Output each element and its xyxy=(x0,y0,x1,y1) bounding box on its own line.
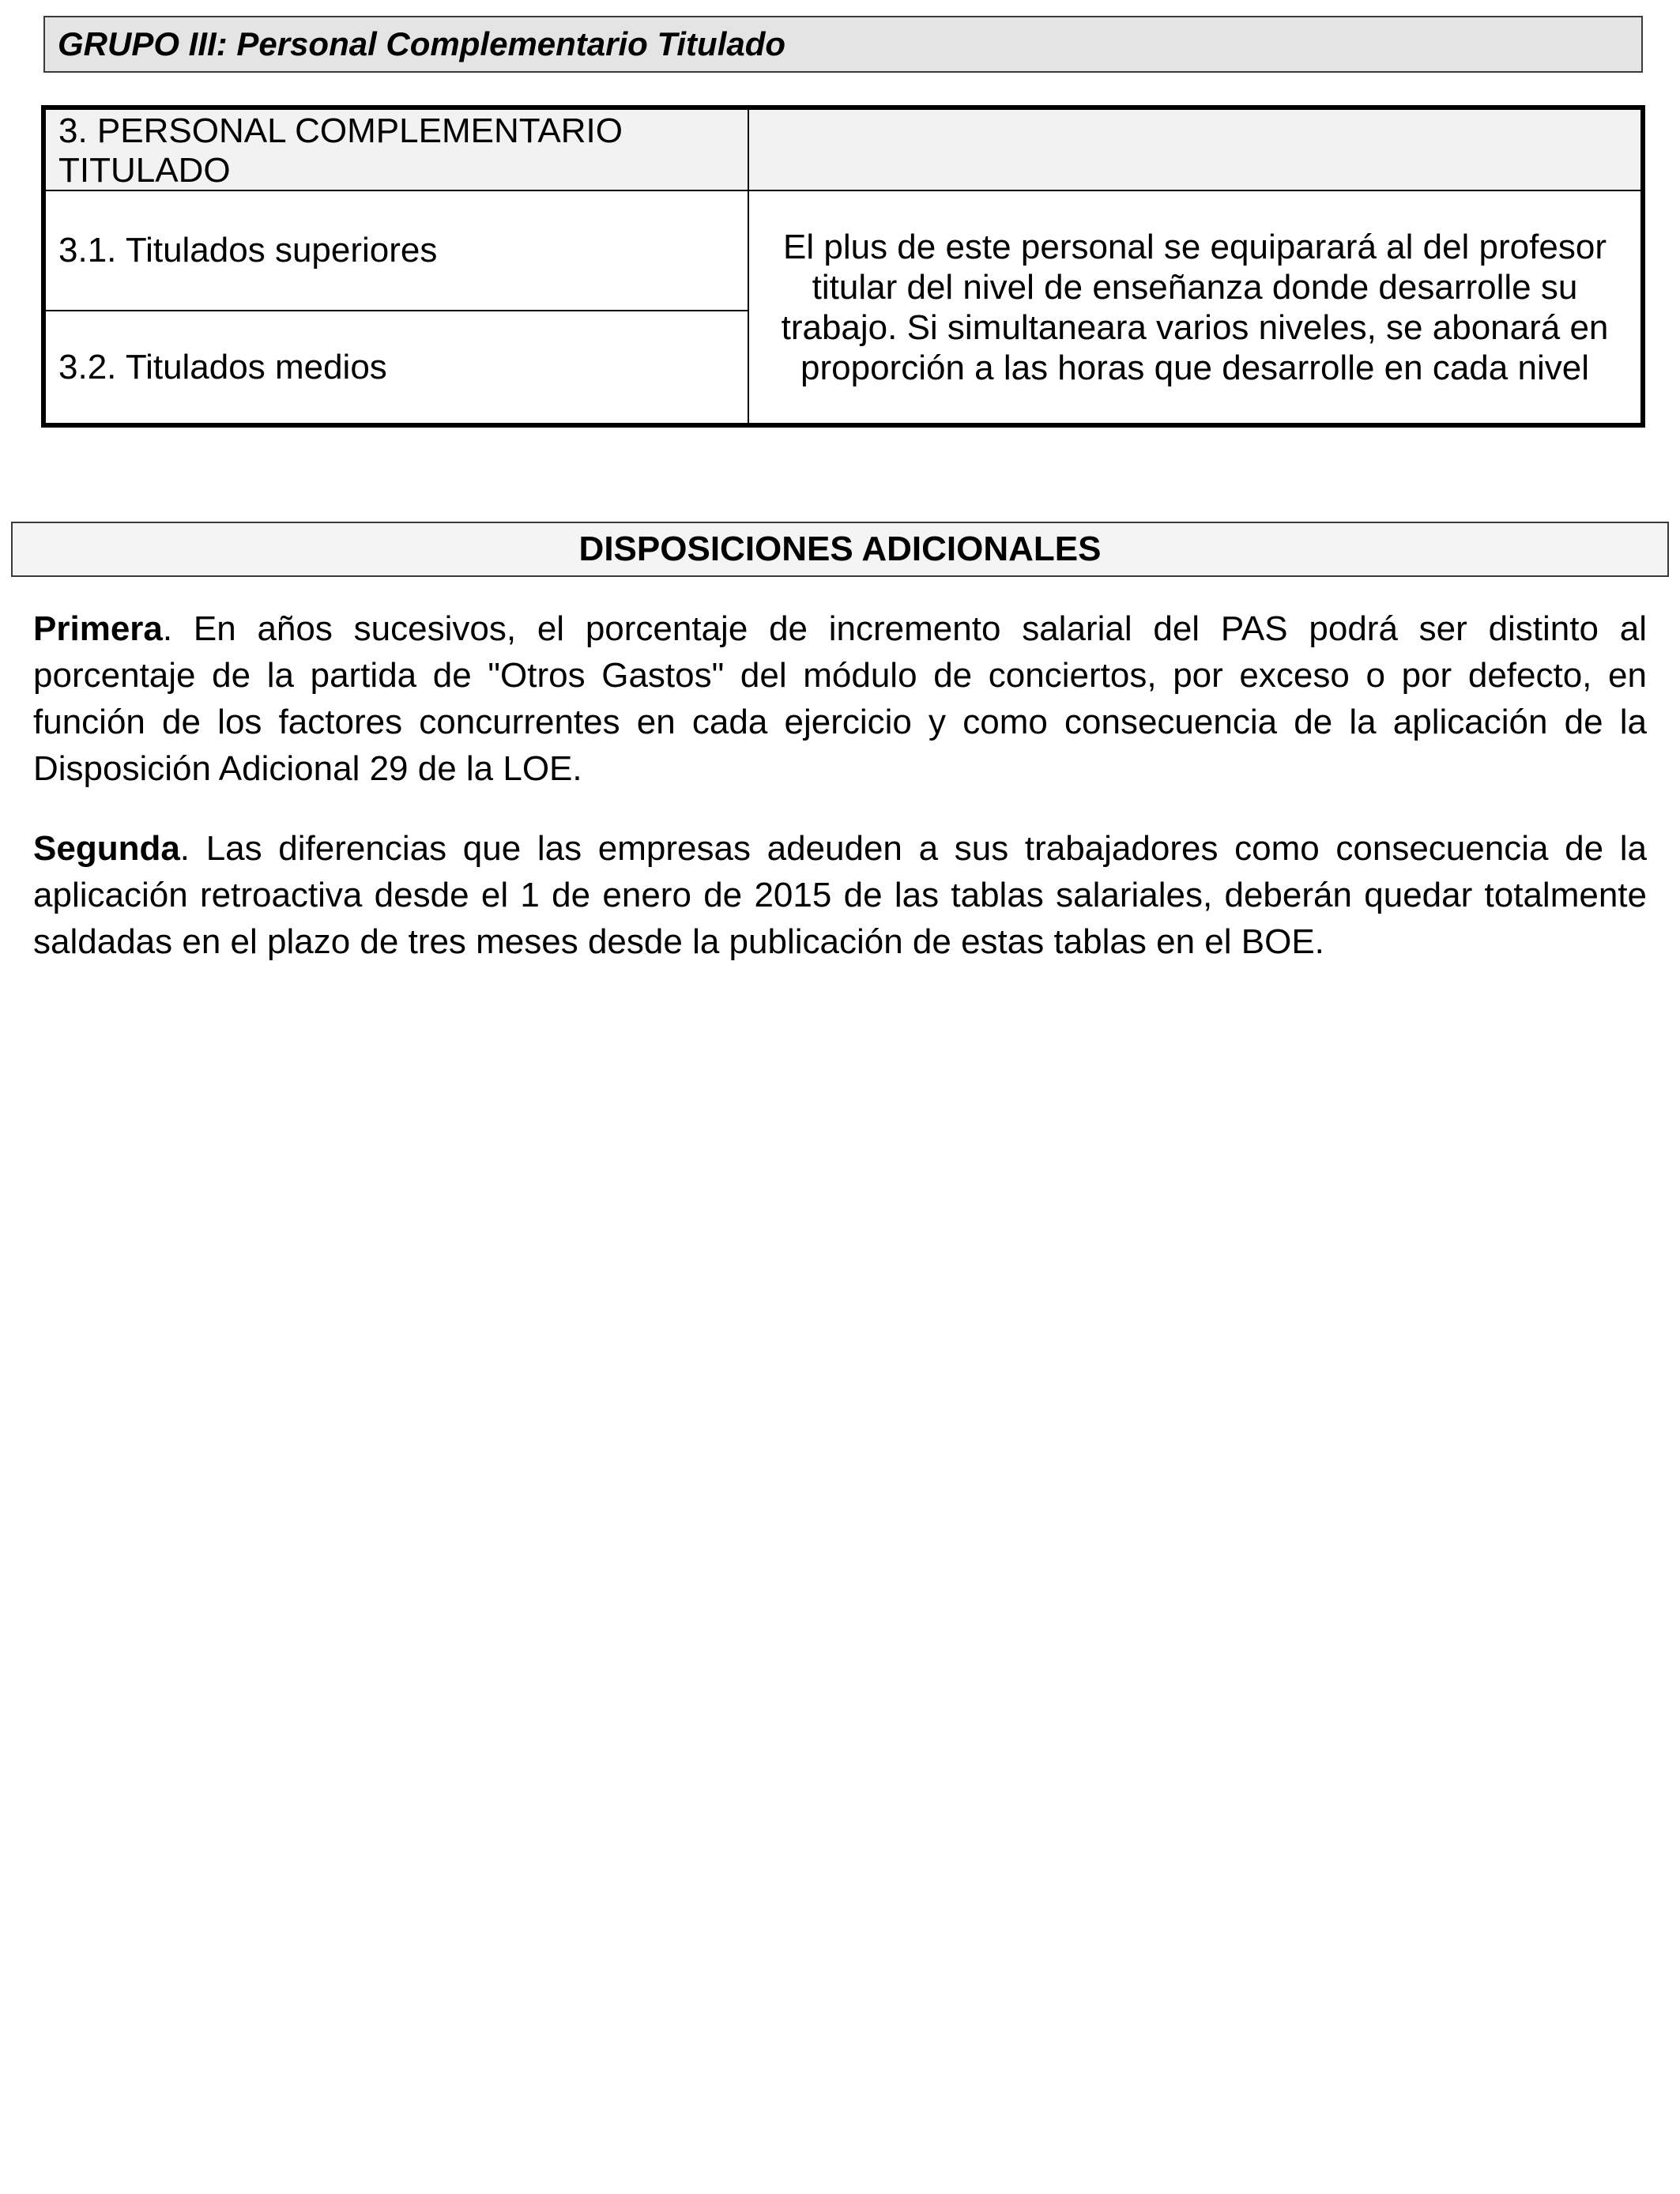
group-header xyxy=(43,16,1643,73)
paragraph-segunda xyxy=(33,825,1647,965)
paragraph-lead: Primera xyxy=(33,609,163,648)
paragraph-body: . En años sucesivos, el porcentaje de incremento salarial del PAS podrá ser distinto al porcentaje de la partida de "Otros Gastos" del módulo de conciertos, por exceso o por defecto, en función de los factores concurrentes en cada ejercicio y como consecuencia de la aplicación de la Disposición Adicional 29 de la LOE. xyxy=(33,609,1647,788)
salary-table xyxy=(41,105,1645,428)
table-row-label: 3.2. Titulados medios xyxy=(58,347,387,386)
section-heading-title: DISPOSICIONES ADICIONALES xyxy=(578,530,1102,568)
group-header-title: GRUPO III: Personal Complementario Titulado xyxy=(58,25,786,62)
merged-description-text: El plus de este personal se equiparará al del profesor titular del nivel de enseñanza donde desarrolle su trabajo. Si simultaneara varios niveles, se abonará en proporción a las horas que desarrolle en cada nivel xyxy=(781,227,1609,387)
table-merged-description xyxy=(749,191,1640,423)
table-header-empty xyxy=(749,110,1640,191)
table-header-category: 3. PERSONAL COMPLEMENTARIO TITULADO xyxy=(46,110,749,191)
table-row-titulados-medios xyxy=(46,311,749,423)
section-heading xyxy=(11,522,1669,577)
table-row-titulados-superiores xyxy=(46,191,749,311)
paragraph-body: . Las diferencias que las empresas adeuden a sus trabajadores como consecuencia de la aplicación retroactiva desde el 1 de enero de 2015 de las tablas salariales, deberán quedar totalmente saldadas en el plazo de tres meses desde la publicación de estas tablas en el BOE. xyxy=(33,829,1647,961)
paragraph-lead: Segunda xyxy=(33,829,180,868)
table-row-label: 3.1. Titulados superiores xyxy=(58,231,438,270)
paragraph-primera xyxy=(33,605,1647,792)
